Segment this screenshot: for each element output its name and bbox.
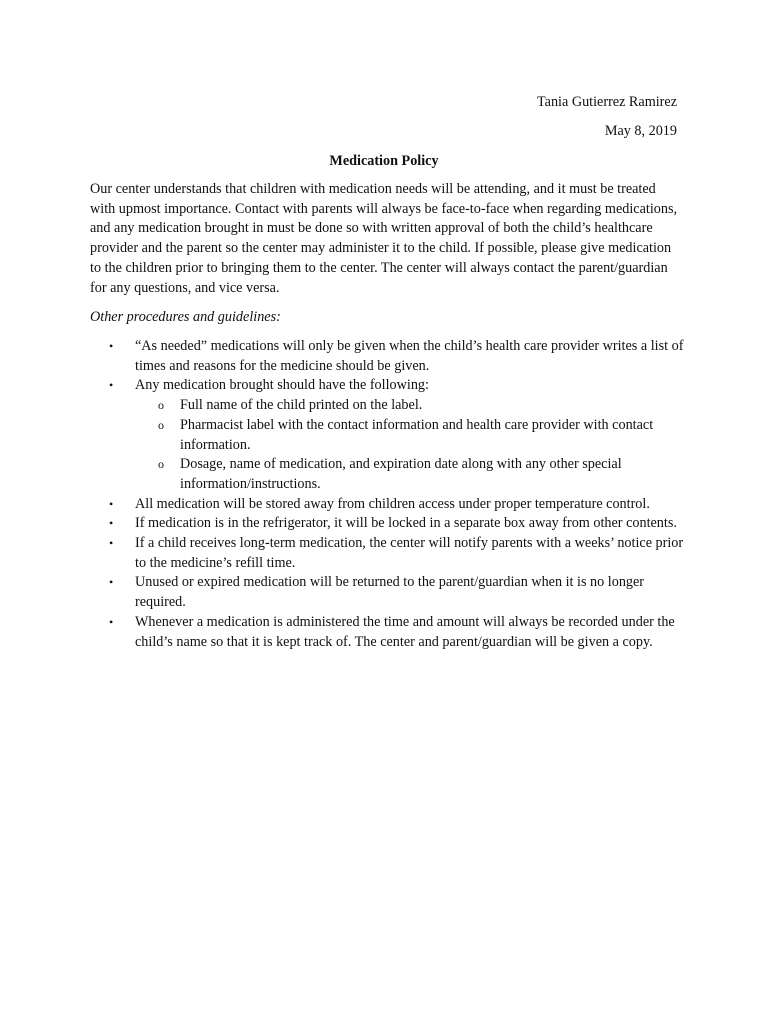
sub-list-item-text: Pharmacist label with the contact information and health care provider with contact information. [180, 416, 654, 453]
circle-bullet-icon: o [158, 398, 164, 413]
bullet-icon: • [109, 339, 114, 353]
list-item [90, 534, 690, 573]
list-item-text: Any medication brought should have the following: [135, 377, 429, 394]
procedures-subheading: Other procedures and guidelines: [90, 309, 281, 325]
sub-list [135, 396, 690, 495]
sub-list-item-text: Full name of the child printed on the label. [180, 397, 423, 414]
list-item [90, 573, 690, 612]
bullet-icon: • [109, 496, 114, 511]
list-item-text: All medication will be stored away from children access under proper temperature control. [135, 495, 650, 512]
list-item [90, 495, 690, 515]
bullet-icon: • [109, 378, 114, 393]
circle-bullet-icon: o [158, 417, 164, 432]
procedures-list [90, 337, 690, 652]
document-title: Medication Policy [329, 153, 439, 169]
bullet-icon: • [109, 614, 114, 629]
author-name: Tania Gutierrez Ramirez [536, 94, 677, 110]
list-item-text: If medication is in the refrigerator, it will be locked in a separate box away from other contents. [135, 515, 677, 532]
list-item [90, 613, 690, 652]
intro-paragraph: Our center understands that children with medication needs will be attending, and it must be treated with upmost importance. Contact with parents will always be face-to-face when regarding medications, and any medication brought in must be done so with written approval of both the child’s healthcare provider and the parent so the center may administer it to the child. If possible, please give medication to the children prior to bringing them to the center. The center will always contact the parent/guardian for any questions, and vice versa. [90, 181, 678, 296]
list-item-text: Unused or expired medication will be returned to the parent/guardian when it is no longer required. [135, 574, 645, 611]
circle-bullet-icon: o [158, 457, 164, 472]
list-item [90, 337, 690, 376]
sub-list-item-text: Dosage, name of medication, and expiration date along with any other special information/instructions. [180, 456, 622, 492]
list-item-text: Whenever a medication is administered the time and amount will always be recorded under the child’s name so that it is kept track of. The center and parent/guardian will be given a copy. [135, 613, 675, 650]
sub-list-item [135, 455, 690, 494]
bullet-icon: • [109, 536, 114, 551]
list-item-text: If a child receives long-term medication, the center will notify parents with a weeks’ notice prior to the medicine’s refill time. [135, 535, 684, 571]
bullet-icon: • [109, 575, 114, 590]
sub-list-item [135, 416, 690, 455]
document-date: May 8, 2019 [604, 123, 677, 139]
list-item [90, 514, 690, 534]
sub-list-item [135, 396, 690, 416]
list-item-text: “As needed” medications will only be given when the child’s health care provider writes a list of times and reasons for the medicine should be given. [135, 338, 684, 374]
bullet-icon: • [109, 516, 114, 531]
list-item [90, 376, 690, 494]
